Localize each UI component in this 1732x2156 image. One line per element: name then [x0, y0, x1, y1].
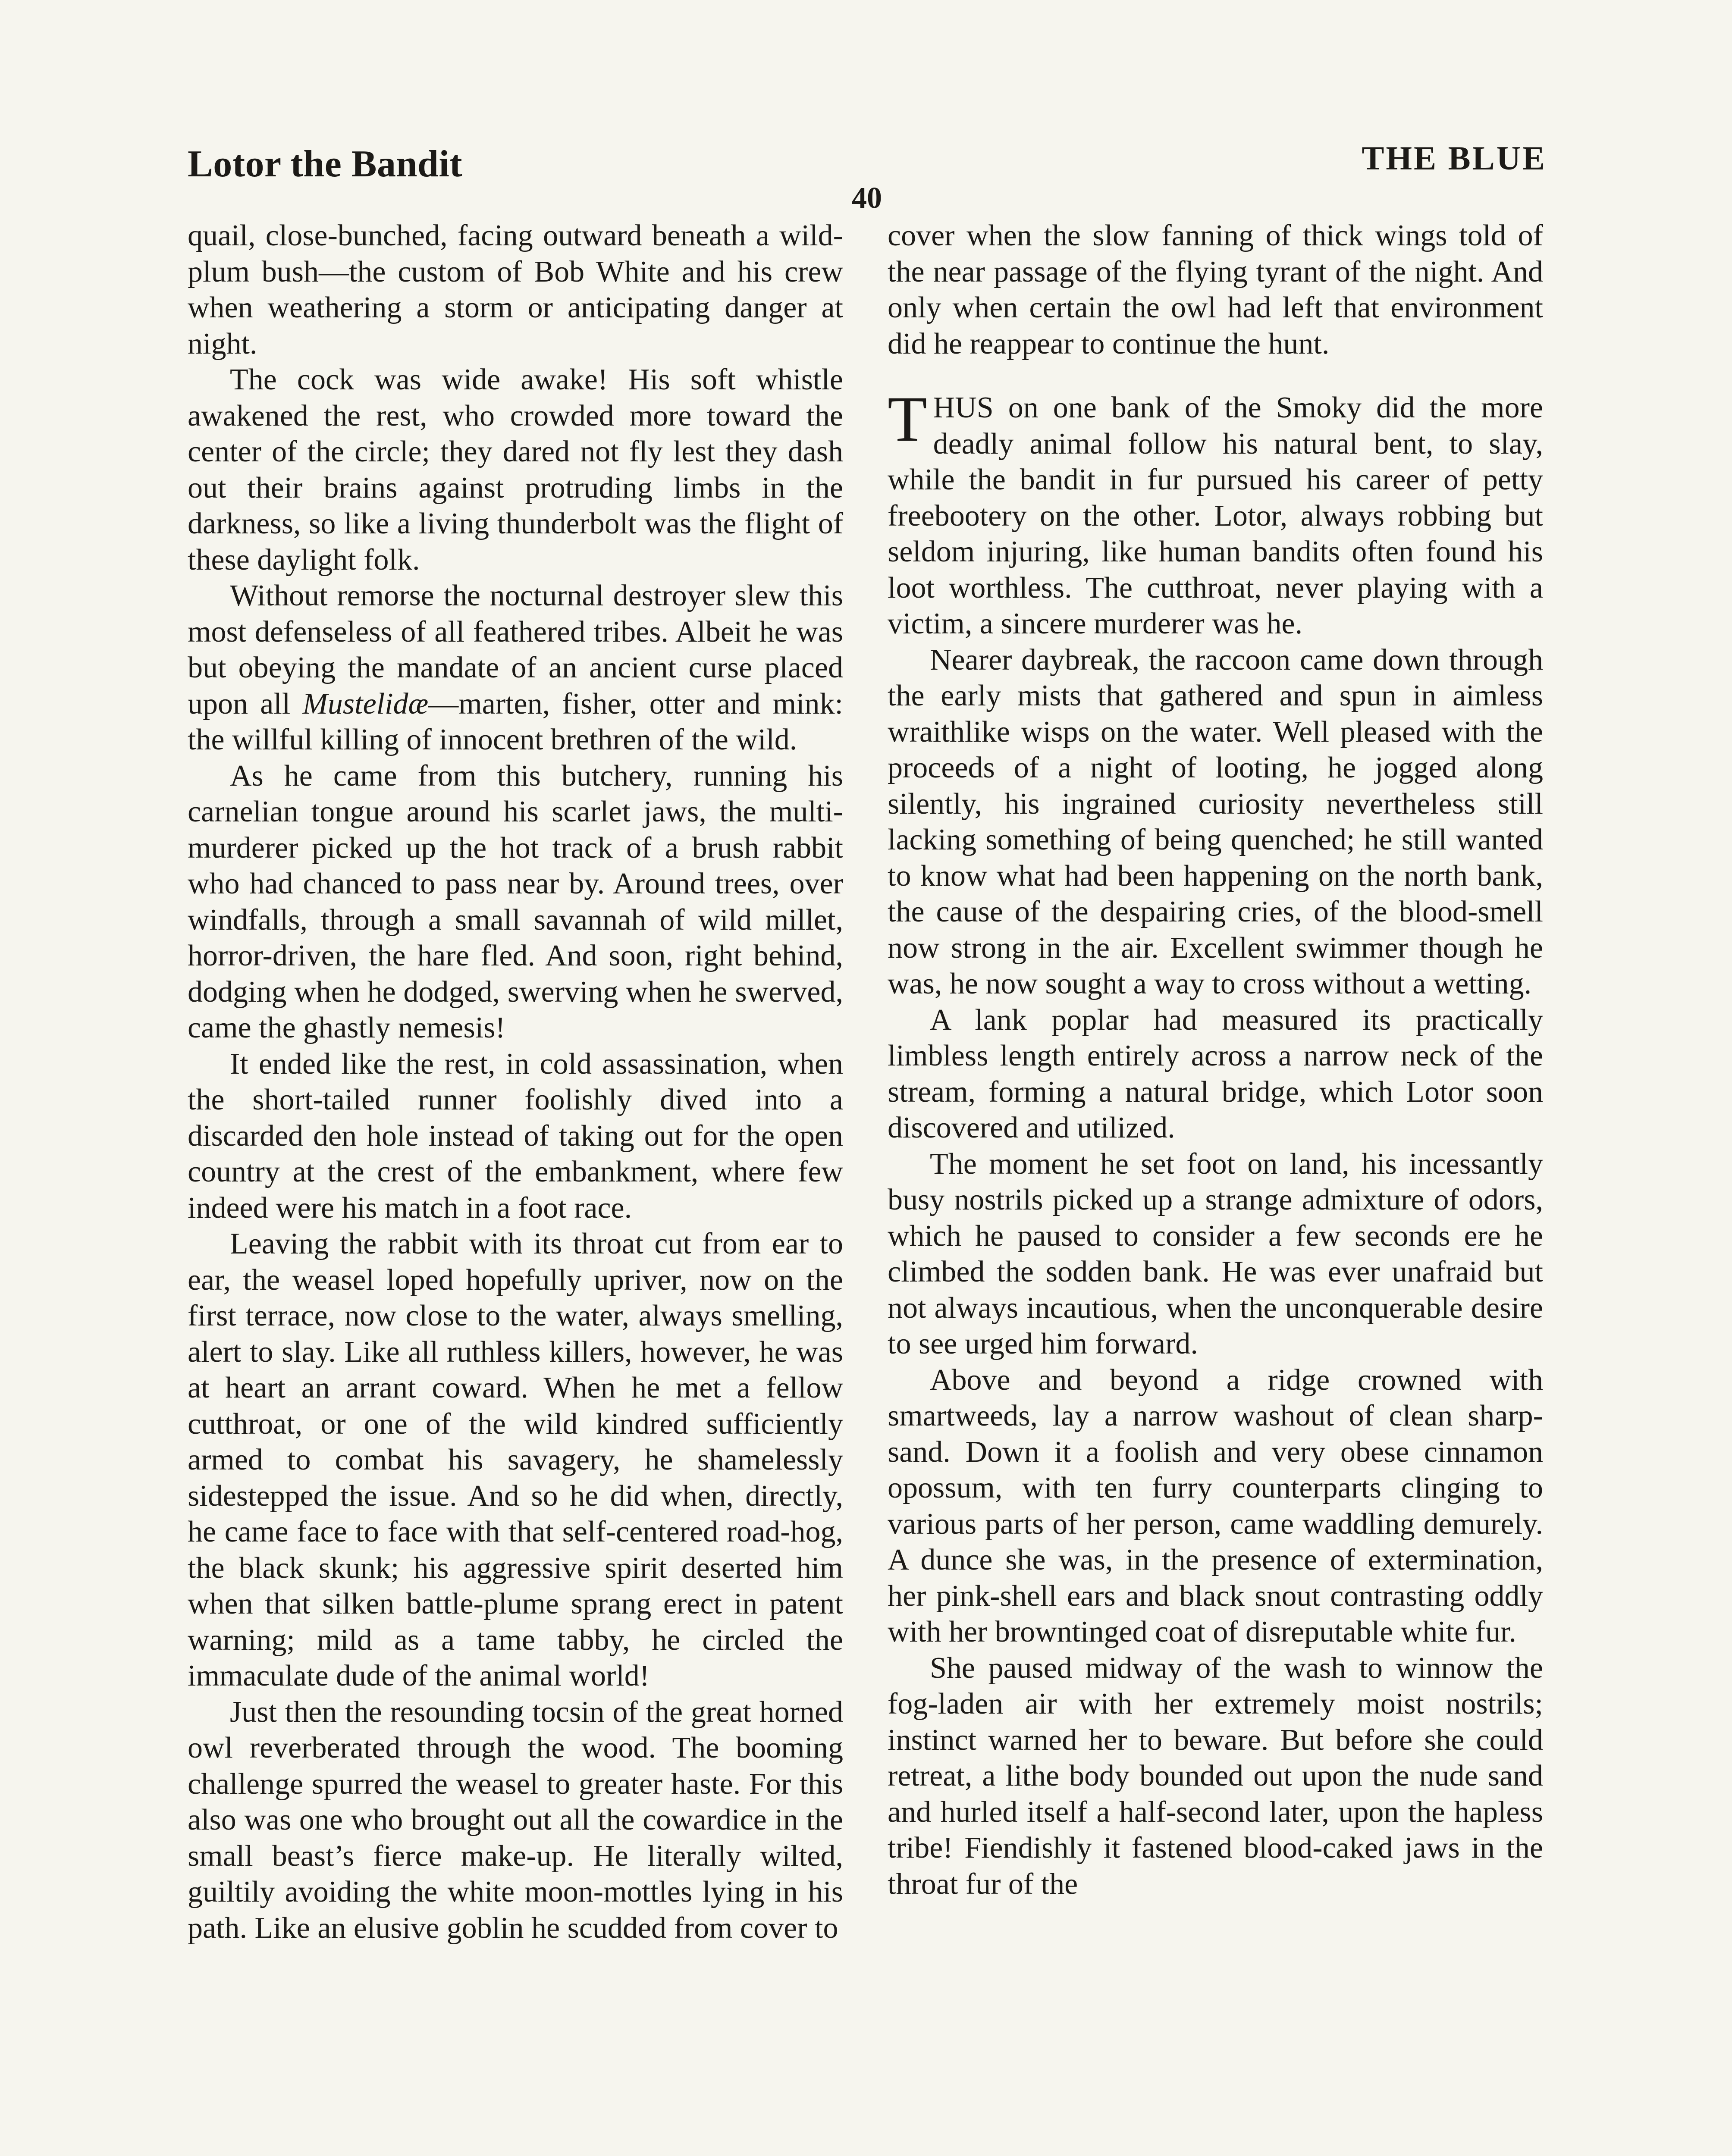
paragraph: Just then the resounding tocsin of the great horned owl reverberated through the wood. The booming challenge spurred the weasel to greater haste. For this also was one who brought out all the cowardice in the small beast’s fierce make-up. He literally wilted, guiltily avoiding the white moon-mottles lying in his path. Like an elusive goblin he scudded from cover to [188, 1695, 843, 1945]
latin-name: Mustelidæ [302, 687, 429, 721]
paragraph: She paused midway of the wash to winnow the fog-laden air with her extremely moist nostrils; instinct warned her to beware. But before she could retreat, a lithe body bounded out upon the nude sand and hurled itself a half-second later, upon the hapless tribe! Fiendishly it fastened blood-caked jaws in the throat fur of the [888, 1651, 1543, 1901]
paragraph: As he came from this butchery, running his carnelian tongue around his scarlet jaws, the multi-murderer picked up the hot track of a brush rabbit who had chanced to pass near by. Around trees, over windfalls, through a small savannah of wild millet, horror-driven, the hare fled. And soon, right behind, dodging when he dodged, swerving when he swerved, came the ghastly nemesis! [188, 759, 843, 1044]
paragraph: A lank poplar had measured its practically limbless length entirely across a narrow neck of the stream, forming a natural bridge, which Lotor soon discovered and utilized. [888, 1003, 1543, 1144]
drop-cap: T [888, 383, 927, 455]
paragraph: Above and beyond a ridge crowned with smartweeds, lay a narrow washout of clean sharp-sand. Down it a foolish and very obese cinnamon opossum, with ten furry counterparts clinging to various parts of her person, came waddling demurely. A dunce she was, in the presence of extermination, her pink-shell ears and black snout contrasting oddly with her browntinged coat of disreputable white fur. [888, 1363, 1543, 1648]
story-title: Lotor the Bandit [188, 143, 463, 185]
section-opening-paragraph [888, 383, 1543, 642]
paragraph-text: —marten, fisher, otter and mink: the willful killing of innocent brethren of the wild. [188, 687, 843, 756]
paragraph: Leaving the rabbit with its throat cut from ear to ear, the weasel loped hopefully upriver, now on the first terrace, now close to the water, always smelling, alert to slay. Like all ruthless killers, however, he was at heart an arrant coward. When he met a fellow cutthroat, or one of the wild kindred sufficiently armed to combat his savagery, he shamelessly sidestepped the issue. And so he did when, directly, he came face to face with that self-centered road-hog, the black skunk; his aggressive spirit deserted him when that silken battle-plume sprang erect in patent warning; mild as a tame tabby, he circled the immaculate dude of the animal world! [188, 1227, 843, 1692]
left-column [188, 218, 843, 1946]
paragraph: The moment he set foot on land, his incessantly busy nostrils picked up a strange admixture of odors, which he paused to consider a few seconds ere he climbed the sodden bank. He was ever unafraid but not always incautious, when the unconquerable desire to see urged him forward. [888, 1147, 1543, 1360]
paragraph: cover when the slow fanning of thick wings told of the near passage of the flying tyrant of the night. And only when certain the owl had left that environment did he reappear to continue the hunt. [888, 219, 1543, 360]
paragraph: quail, close-bunched, facing outward beneath a wild-plum bush—the custom of Bob White and his crew when weathering a storm or anticipating danger at night. [188, 219, 843, 360]
paragraph: Nearer daybreak, the raccoon came down through the early mists that gathered and spun in aimless wraithlike wisps on the water. Well pleased with the proceeds of a night of looting, he jogged along silently, his ingrained curiosity nevertheless still lacking something of being quenched; he still wanted to know what had been happening on the north bank, the cause of the despairing cries, of the blood-smell now strong in the air. Excellent swimmer though he was, he now sought a way to cross without a wetting. [888, 643, 1543, 1000]
paragraph-text: HUS on one bank of the Smoky did the more deadly animal follow his natural bent, to slay, while the bandit in fur pursued his career of petty freebootery on the other. Lotor, always robbing but seldom injuring, like human bandits often found his loot worthless. The cutthroat, never playing with a victim, a sincere murderer was he. [888, 391, 1543, 640]
right-column [888, 218, 1543, 1902]
paragraph: The cock was wide awake! His soft whistle awakened the rest, who crowded more toward the center of the circle; they dared not fly lest they dash out their brains against protruding limbs in the darkness, so like a living thunderbolt was the flight of these daylight folk. [188, 363, 843, 577]
paragraph: It ended like the rest, in cold assassination, when the short-tailed runner foolishly dived into a discarded den hole instead of taking out for the open country at the crest of the embankment, where few indeed were his match in a foot race. [188, 1047, 843, 1225]
magazine-name: THE BLUE [1362, 139, 1547, 177]
page-number: 40 [852, 182, 882, 215]
paragraph-text: Without remorse the nocturnal destroyer slew this most defenseless of all feathered tribes. Albeit he was but obeying the mandate of an ancient curse placed upon all [188, 579, 843, 721]
paragraph [188, 578, 843, 758]
